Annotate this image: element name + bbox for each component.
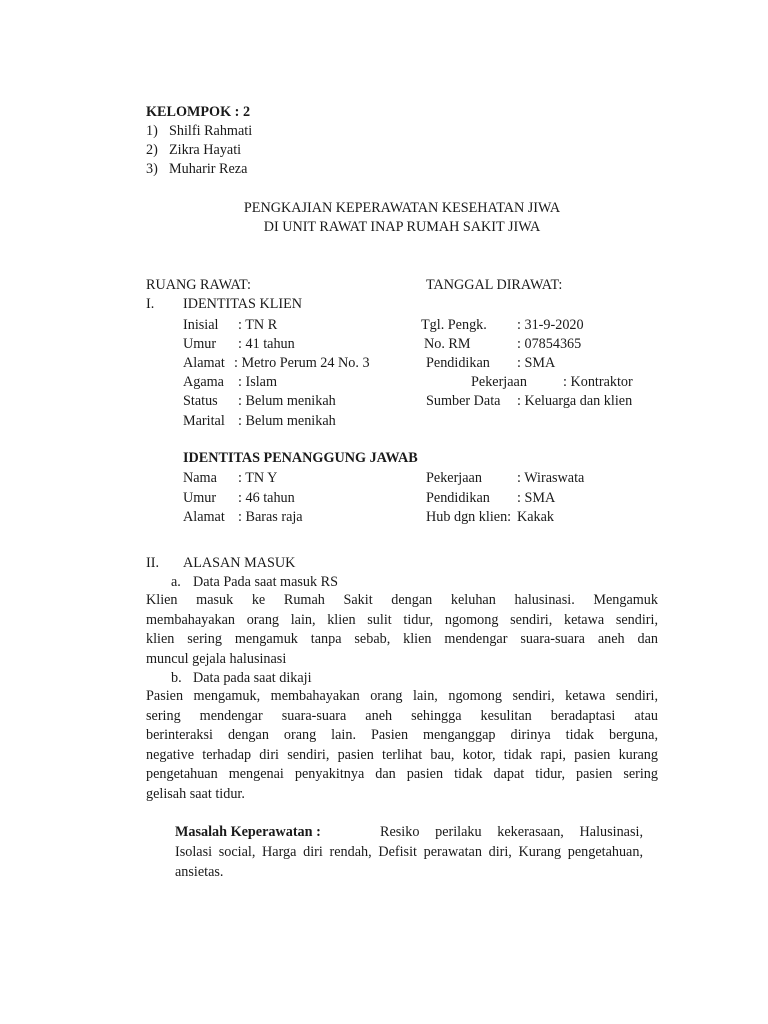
- field-label: Alamat: [183, 509, 225, 525]
- field-label: Tgl. Pengk.: [421, 317, 487, 333]
- subsection-label: b.: [171, 670, 182, 686]
- member-name: Muharir Reza: [169, 161, 248, 177]
- document-heading-line1: PENGKAJIAN KEPERAWATAN KESEHATAN JIWA: [243, 200, 561, 216]
- field-label: Pekerjaan: [426, 470, 482, 486]
- masalah-text-line2: Isolasi social, Harga diri rendah, Defisit perawatan diri, Kurang pengetahuan,: [175, 844, 643, 860]
- field-label: Inisial: [183, 317, 219, 333]
- field-label: Umur: [183, 490, 217, 506]
- paragraph-line: muncul gejala halusinasi: [146, 650, 287, 667]
- field-label: Status: [183, 393, 218, 409]
- field-value: : Keluarga dan klien: [517, 393, 633, 409]
- field-label: No. RM: [424, 336, 471, 352]
- subsection-label: a.: [171, 574, 181, 590]
- field-label: Pendidikan: [426, 355, 490, 371]
- field-label: Marital: [183, 413, 225, 429]
- masalah-text-line3: ansietas.: [175, 863, 224, 880]
- field-value: : 41 tahun: [238, 336, 295, 352]
- field-value: : Baras raja: [238, 509, 303, 525]
- field-value: : TN Y: [238, 470, 278, 486]
- paragraph-line: berinteraksi dengan orang lain. Pasien menganggap dirinya tidak berguna,: [146, 727, 658, 743]
- paragraph-line: klien sering mengamuk tanpa sebab, klien mendengar suara-suara aneh dan: [146, 631, 658, 647]
- tanggal-dirawat-label: TANGGAL DIRAWAT:: [426, 277, 563, 293]
- field-value: Kakak: [517, 509, 555, 525]
- member-name: Shilfi Rahmati: [169, 123, 253, 139]
- field-value: : 46 tahun: [238, 490, 295, 506]
- field-value: : Metro Perum 24 No. 3: [234, 355, 370, 371]
- field-value: : Belum menikah: [238, 393, 336, 409]
- field-value: : Belum menikah: [238, 413, 336, 429]
- paragraph-line: membahayakan orang lain, klien sulit tidur, ngomong sendiri, ketawa sendiri,: [146, 611, 658, 628]
- field-label: Pendidikan: [426, 490, 490, 506]
- field-value: : 31-9-2020: [517, 317, 584, 333]
- field-value: : Kontraktor: [563, 374, 633, 390]
- ruang-rawat-label: RUANG RAWAT:: [146, 277, 251, 293]
- field-label: Sumber Data: [426, 393, 501, 409]
- field-value: : Islam: [238, 374, 278, 390]
- field-label: Alamat: [183, 355, 225, 371]
- subsection-title: Data Pada saat masuk RS: [193, 574, 338, 590]
- paragraph-line: Pasien mengamuk, membahayakan orang lain, ngomong sendiri, ketawa sendiri,: [146, 688, 658, 704]
- masalah-label: Masalah Keperawatan :: [175, 824, 321, 840]
- masalah-text-line1: Resiko perilaku kekerasaan, Halusinasi,: [380, 824, 643, 840]
- section-title: ALASAN MASUK: [183, 555, 296, 571]
- section-number: I.: [146, 296, 155, 312]
- field-value: : SMA: [517, 355, 556, 371]
- subsection-title: Data pada saat dikaji: [193, 670, 312, 686]
- member-number: 3): [146, 161, 158, 177]
- paragraph-line: negative terhadap diri sendiri, pasien terlihat bau, kotor, tidak rapi, pasien kurang: [146, 746, 658, 763]
- field-label: Agama: [183, 374, 224, 390]
- field-label: Pekerjaan: [471, 374, 527, 390]
- member-name: Zikra Hayati: [169, 142, 242, 158]
- paragraph-line: gelisah saat tidur.: [146, 785, 245, 802]
- paragraph-line: Klien masuk ke Rumah Sakit dengan keluhan halusinasi. Mengamuk: [146, 592, 658, 608]
- document-heading-line2: DI UNIT RAWAT INAP RUMAH SAKIT JIWA: [263, 219, 541, 235]
- field-value: : TN R: [238, 317, 278, 333]
- member-number: 2): [146, 142, 158, 158]
- section-number: II.: [146, 555, 159, 571]
- penanggung-title: IDENTITAS PENANGGUNG JAWAB: [183, 450, 418, 466]
- field-value: : SMA: [517, 490, 556, 506]
- field-label: Umur: [183, 336, 217, 352]
- field-label: Nama: [183, 470, 217, 486]
- kelompok-title: KELOMPOK : 2: [146, 104, 251, 120]
- field-label: Hub dgn klien:: [426, 509, 512, 525]
- member-number: 1): [146, 123, 158, 139]
- section-title: IDENTITAS KLIEN: [183, 296, 303, 312]
- field-value: : 07854365: [517, 336, 582, 352]
- paragraph-line: sering mendengar suara-suara aneh sehingga kesulitan beradaptasi atau: [146, 707, 658, 724]
- paragraph-line: pengetahuan mengenai penyakitnya dan pasien tidak dapat tidur, pasien sering: [146, 766, 658, 782]
- field-value: : Wiraswata: [517, 470, 585, 486]
